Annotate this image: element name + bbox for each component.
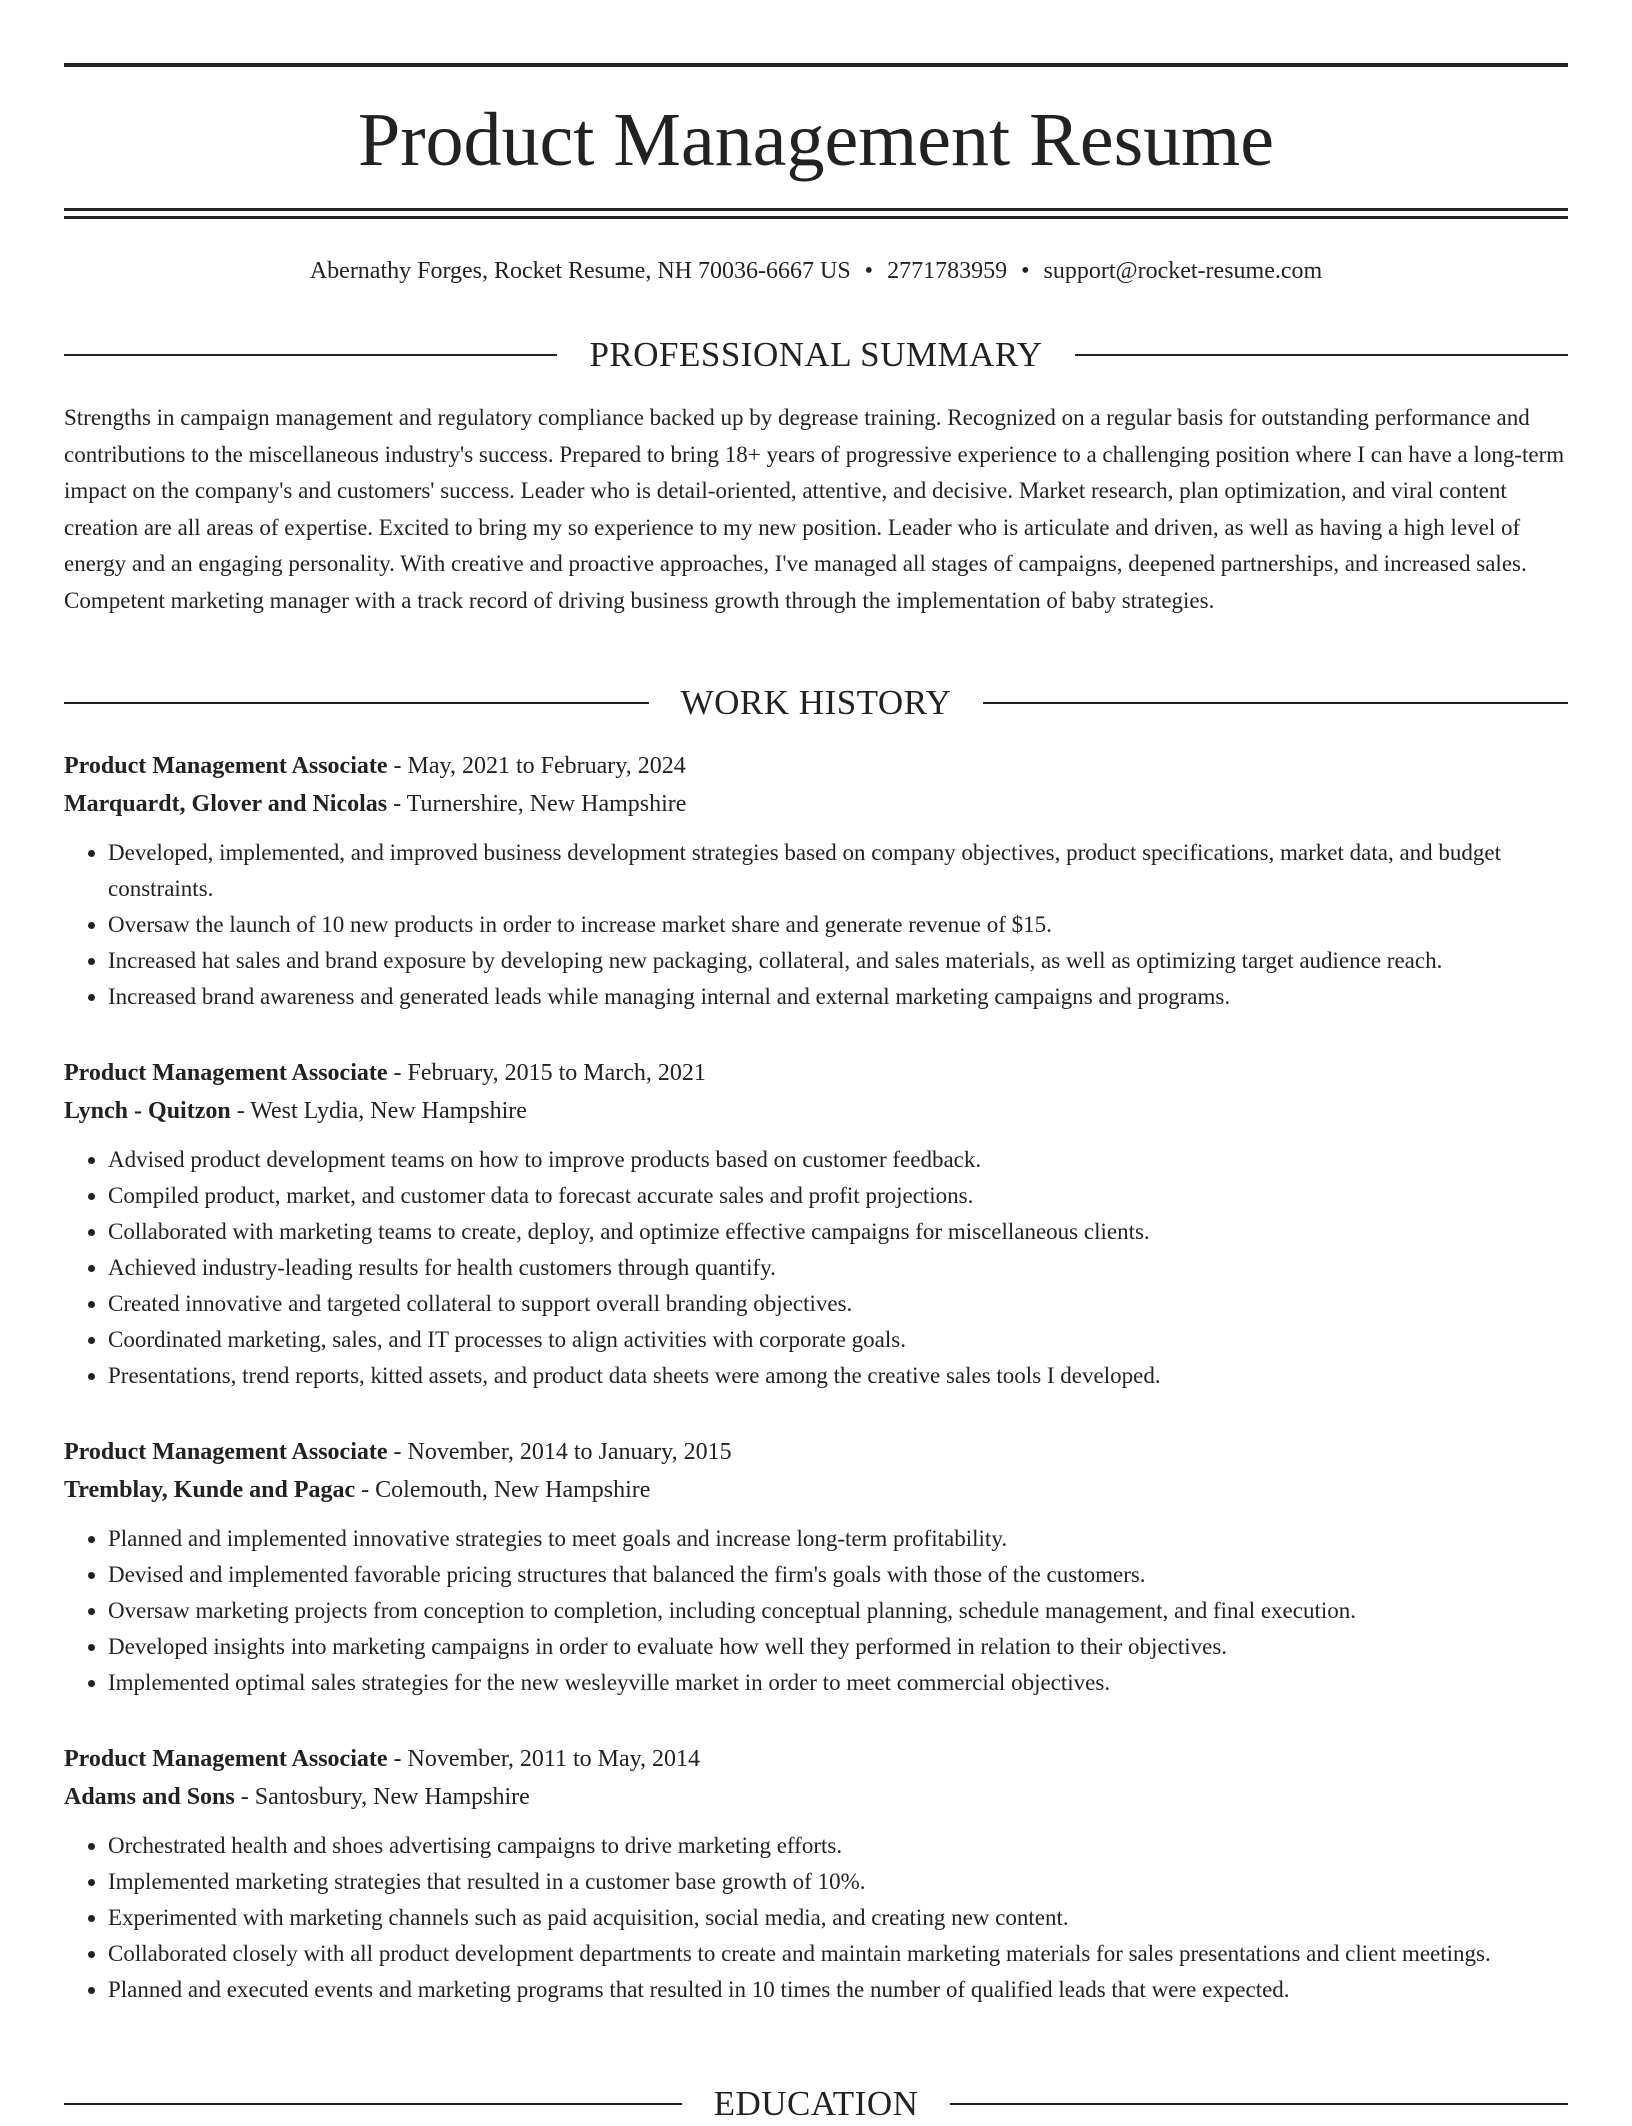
job-bullet: • Implemented marketing strategies that resulted in a customer base growth of 10%. [108, 1864, 1568, 1900]
job-bullet: • Created innovative and targeted collateral to support overall branding objectives. [108, 1286, 1568, 1322]
job-bullet: • Orchestrated health and shoes advertising campaigns to drive marketing efforts. [108, 1828, 1568, 1864]
job-company-line [64, 785, 1568, 823]
resume-title: Product Management Resume [357, 98, 1274, 182]
job-entry [64, 1433, 1568, 1701]
contact-separator: • [864, 258, 874, 284]
section-rule-left [64, 702, 649, 704]
title-rule-upper [64, 208, 1568, 211]
job-company: Lynch - Quitzon [64, 1098, 231, 1124]
job-bullet: • Planned and implemented innovative strategies to meet goals and increase long-term profitability. [108, 1521, 1568, 1557]
section-rule-left [64, 2103, 682, 2105]
job-company-line [64, 1471, 1568, 1509]
job-bullets [64, 1142, 1568, 1394]
job-dates: - February, 2015 to March, 2021 [387, 1060, 706, 1086]
education-heading: EDUCATION [713, 2084, 919, 2123]
summary-text: Strengths in campaign management and regulatory compliance backed up by degrease training. Recognized on a regular basis for outstanding performance and contributions to the miscellaneous industry's success. Prepared to bring 18+ years of progressive experience to a challenging position where I can have a long-term impact on the company's and customers' success. Leader who is detail-oriented, attentive, and decisive. Market research, plan optimization, and viral content creation are all areas of expertise. Excited to bring my so experience to my new position. Leader who is articulate and driven, as well as having a high level of energy and an engaging personality. With creative and proactive approaches, I've managed all stages of campaigns, deepened partnerships, and increased sales. Competent marketing manager with a track record of driving business growth through the implementation of baby strategies. [64, 405, 1565, 613]
job-location: - Colemouth, New Hampshire [355, 1477, 651, 1503]
job-bullet: • Collaborated closely with all product development departments to create and maintain marketing materials for sales presentations and client meetings. [108, 1936, 1568, 1972]
job-title-line [64, 1433, 1568, 1471]
work-section-header [64, 681, 1568, 725]
job-title: Product Management Associate [64, 1060, 388, 1086]
job-title: Product Management Associate [64, 1746, 388, 1772]
work-heading: WORK HISTORY [680, 683, 952, 722]
section-rule-left [64, 354, 557, 356]
job-entry [64, 747, 1568, 1015]
job-title-line [64, 1740, 1568, 1778]
job-bullets [64, 1828, 1568, 2008]
summary-section-header [64, 333, 1568, 377]
job-title-line [64, 747, 1568, 785]
contact-address: Abernathy Forges, Rocket Resume, NH 70036-6667 US [309, 258, 851, 284]
contact-email: support@rocket-resume.com [1043, 258, 1323, 284]
job-bullet: • Collaborated with marketing teams to create, deploy, and optimize effective campaigns for miscellaneous clients. [108, 1214, 1568, 1250]
job-company-line [64, 1092, 1568, 1130]
job-bullet: • Implemented optimal sales strategies for the new wesleyville market in order to meet commercial objectives. [108, 1665, 1568, 1701]
job-bullet: • Devised and implemented favorable pricing structures that balanced the firm's goals with those of the customers. [108, 1557, 1568, 1593]
job-bullet: • Developed, implemented, and improved business development strategies based on company objectives, product specifications, market data, and budget constraints. [108, 835, 1568, 907]
job-dates: - May, 2021 to February, 2024 [387, 753, 686, 779]
job-bullets [64, 835, 1568, 1015]
contact-separator: • [1021, 258, 1030, 284]
job-bullet: • Advised product development teams on how to improve products based on customer feedback. [108, 1142, 1568, 1178]
top-rule [64, 63, 1568, 67]
job-bullet: • Achieved industry-leading results for health customers through quantify. [108, 1250, 1568, 1286]
job-bullet: • Presentations, trend reports, kitted assets, and product data sheets were among the creative sales tools I developed. [108, 1358, 1568, 1394]
job-bullet: • Increased brand awareness and generated leads while managing internal and external marketing campaigns and programs. [108, 979, 1568, 1015]
job-company: Adams and Sons [64, 1784, 235, 1810]
job-company: Marquardt, Glover and Nicolas [64, 791, 388, 817]
job-bullet: • Compiled product, market, and customer data to forecast accurate sales and profit projections. [108, 1178, 1568, 1214]
contact-phone: 2771783959 [887, 258, 1008, 284]
job-entry [64, 1054, 1568, 1394]
section-rule-right [983, 702, 1568, 704]
job-company-line [64, 1778, 1568, 1816]
job-company: Tremblay, Kunde and Pagac [64, 1477, 356, 1503]
job-bullet: • Increased hat sales and brand exposure by developing new packaging, collateral, and sales materials, as well as optimizing target audience reach. [108, 943, 1568, 979]
job-bullet: • Planned and executed events and marketing programs that resulted in 10 times the number of qualified leads that were expected. [108, 1972, 1568, 2008]
contact-line [64, 254, 1568, 288]
job-dates: - November, 2014 to January, 2015 [387, 1439, 732, 1465]
job-title: Product Management Associate [64, 753, 388, 779]
title-rule-lower [64, 216, 1568, 219]
section-rule-right [1075, 354, 1568, 356]
job-dates: - November, 2011 to May, 2014 [387, 1746, 701, 1772]
job-location: - Santosbury, New Hampshire [234, 1784, 530, 1810]
job-title: Product Management Associate [64, 1439, 388, 1465]
section-rule-right [950, 2103, 1568, 2105]
job-bullet: • Coordinated marketing, sales, and IT processes to align activities with corporate goals. [108, 1322, 1568, 1358]
job-bullet: • Experimented with marketing channels such as paid acquisition, social media, and creating new content. [108, 1900, 1568, 1936]
job-location: - Turnershire, New Hampshire [387, 791, 687, 817]
job-title-line [64, 1054, 1568, 1092]
job-bullet: • Oversaw marketing projects from conception to completion, including conceptual planning, schedule management, and final execution. [108, 1593, 1568, 1629]
job-location: - West Lydia, New Hampshire [230, 1098, 527, 1124]
job-bullet: • Oversaw the launch of 10 new products in order to increase market share and generate revenue of $15. [108, 907, 1568, 943]
summary-heading: PROFESSIONAL SUMMARY [589, 335, 1043, 374]
job-bullets [64, 1521, 1568, 1701]
job-bullet: • Developed insights into marketing campaigns in order to evaluate how well they performed in relation to their objectives. [108, 1629, 1568, 1665]
education-section-header [64, 2082, 1568, 2126]
job-entry [64, 1740, 1568, 2008]
